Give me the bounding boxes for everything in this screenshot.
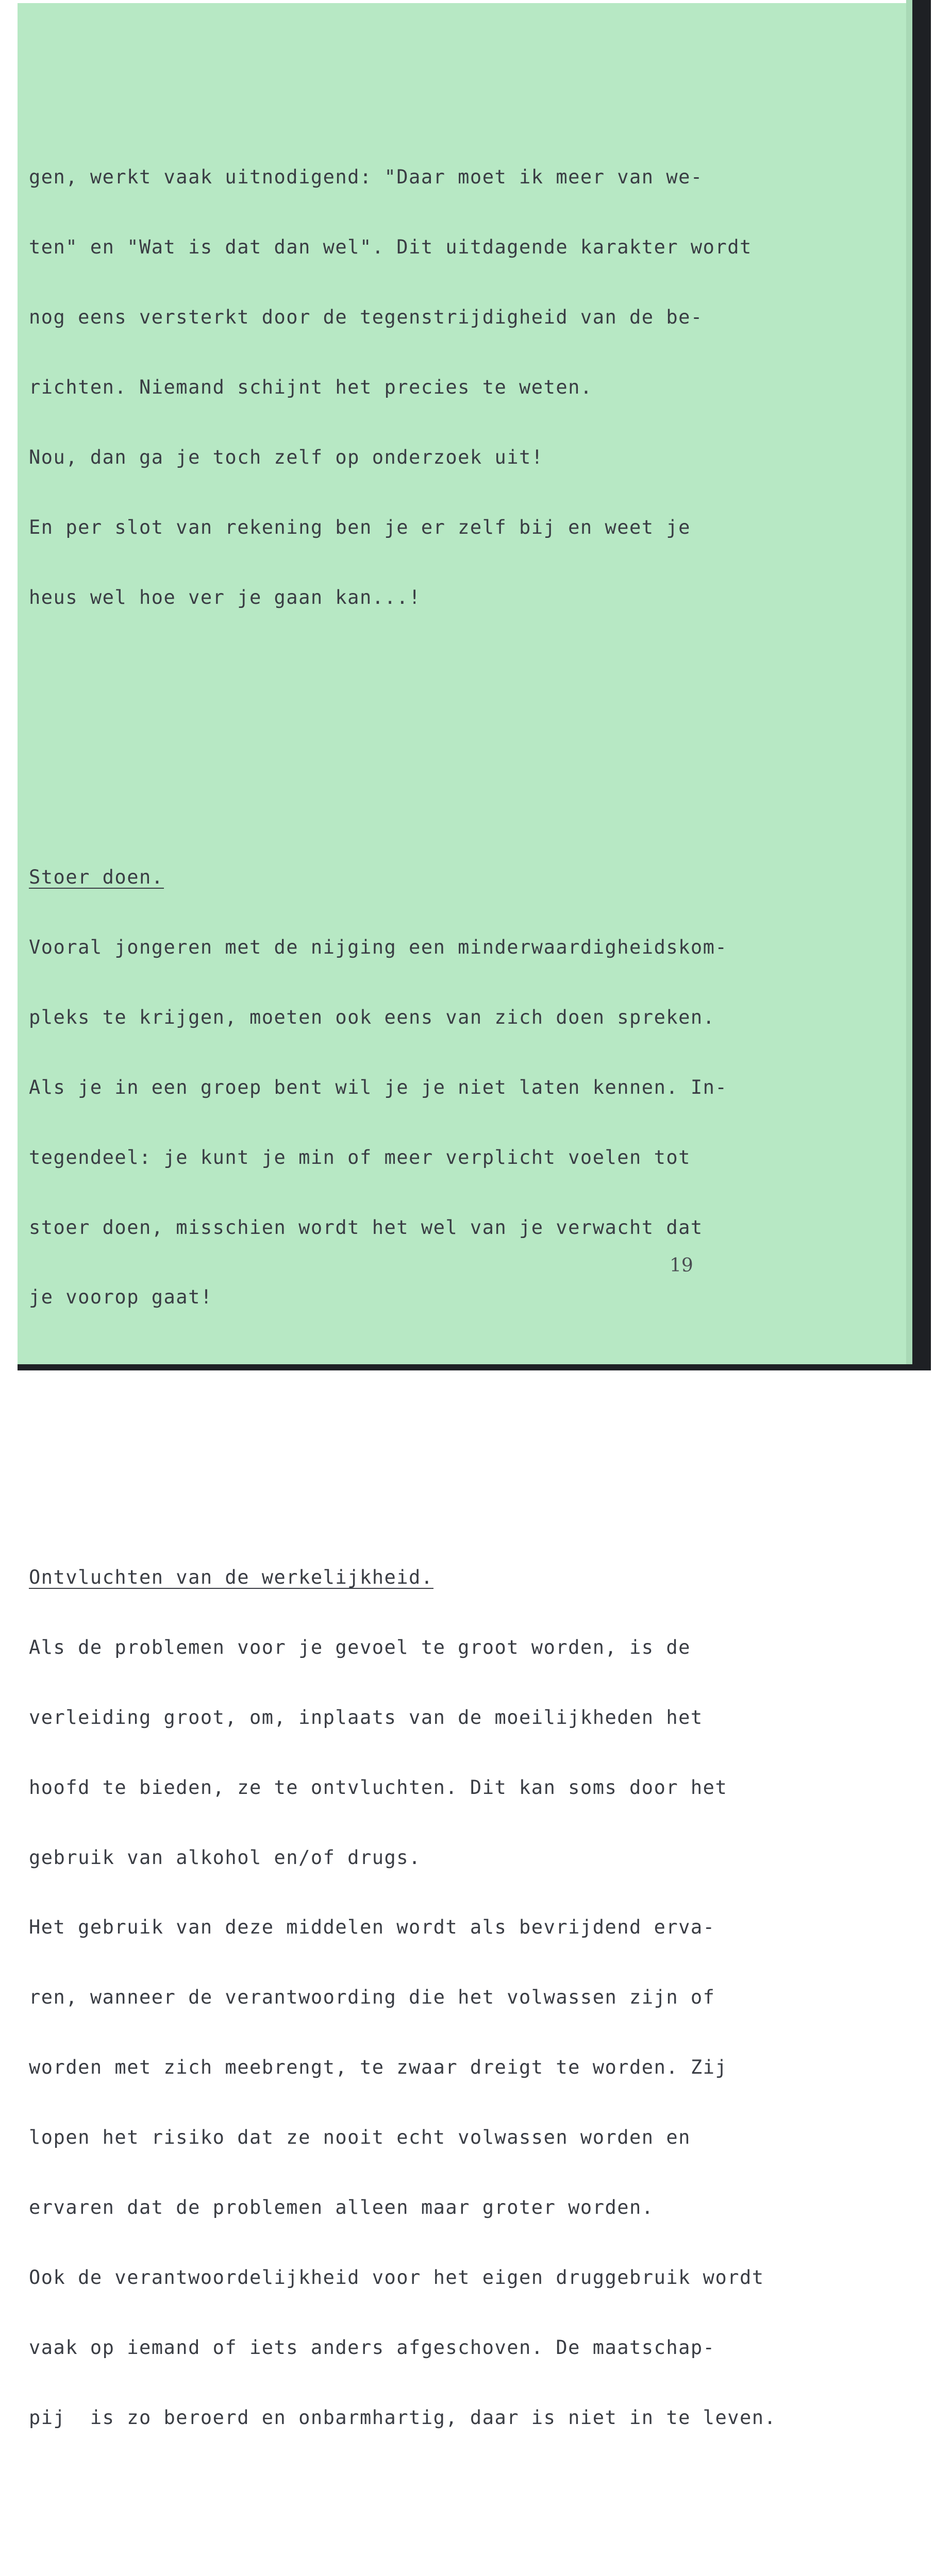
text-line: lopen het risiko dat ze nooit echt volwassen worden en: [29, 2126, 691, 2149]
section-heading: Stoer doen.: [29, 866, 164, 889]
text-line: gen, werkt vaak uitnodigend: "Daar moet ik meer van we-: [29, 166, 703, 189]
text-line: heus wel hoe ver je gaan kan...!: [29, 586, 421, 608]
text-line: je voorop gaat!: [29, 1286, 213, 1309]
text-line: ren, wanneer de verantwoording die het volwassen zijn of: [29, 1986, 715, 2009]
page-number: 19: [670, 1255, 693, 1276]
section-heading-line: [29, 1566, 776, 1589]
text-line: pij is zo beroerd en onbarmhartig, daar is niet in te leven.: [29, 2406, 777, 2429]
text-line: tegendeel: je kunt je min of meer verplicht voelen tot: [29, 1146, 691, 1168]
body-text: [29, 72, 776, 2576]
text-line: ervaren dat de problemen alleen maar groter worden.: [29, 2196, 654, 2219]
section-gap: [29, 1426, 776, 1449]
text-line: Als je in een groep bent wil je je niet laten kennen. In-: [29, 1076, 728, 1098]
section-ontvluchten: [29, 1519, 776, 2476]
text-line: Nou, dan ga je toch zelf op onderzoek uit!: [29, 446, 544, 468]
text-line: Het gebruik van deze middelen wordt als bevrijdend erva-: [29, 1916, 715, 1939]
text-line: Als de problemen voor je gevoel te groot worden, is de: [29, 1636, 691, 1658]
section-heading: Ontvluchten van de werkelijkheid.: [29, 1566, 433, 1588]
text-line: gebruik van alkohol en/of drugs.: [29, 1846, 421, 1869]
intro-paragraph: [29, 119, 776, 656]
text-line: Vooral jongeren met de nijging een minderwaardigheidskom-: [29, 936, 728, 958]
text-line: pleks te krijgen, moeten ook eens van zich doen spreken.: [29, 1006, 715, 1028]
text-line: stoer doen, misschien wordt het wel van je verwacht dat: [29, 1216, 703, 1239]
scan-border-right: [912, 0, 931, 1370]
text-line: nog eens versterkt door de tegenstrijdigheid van de be-: [29, 306, 703, 328]
text-line: hoofd te bieden, ze te ontvluchten. Dit kan soms door het: [29, 1776, 728, 1799]
page-edge-shadow: [906, 0, 912, 1364]
section-stoer-doen: [29, 819, 776, 1356]
section-heading-line: [29, 866, 776, 889]
section-gap: [29, 725, 776, 749]
text-line: Ook de verantwoordelijkheid voor het eigen druggebruik wordt: [29, 2266, 764, 2289]
text-line: verleiding groot, om, inplaats van de moeilijkheden het: [29, 1706, 703, 1728]
text-line: worden met zich meebrengt, te zwaar dreigt te worden. Zij: [29, 2056, 728, 2079]
text-line: ten" en "Wat is dat dan wel". Dit uitdagende karakter wordt: [29, 236, 752, 259]
text-line: vaak op iemand of iets anders afgeschoven. De maatschap-: [29, 2336, 715, 2359]
text-line: En per slot van rekening ben je er zelf bij en weet je: [29, 516, 691, 538]
section-gap: [29, 2546, 776, 2569]
text-line: richten. Niemand schijnt het precies te weten.: [29, 376, 593, 398]
